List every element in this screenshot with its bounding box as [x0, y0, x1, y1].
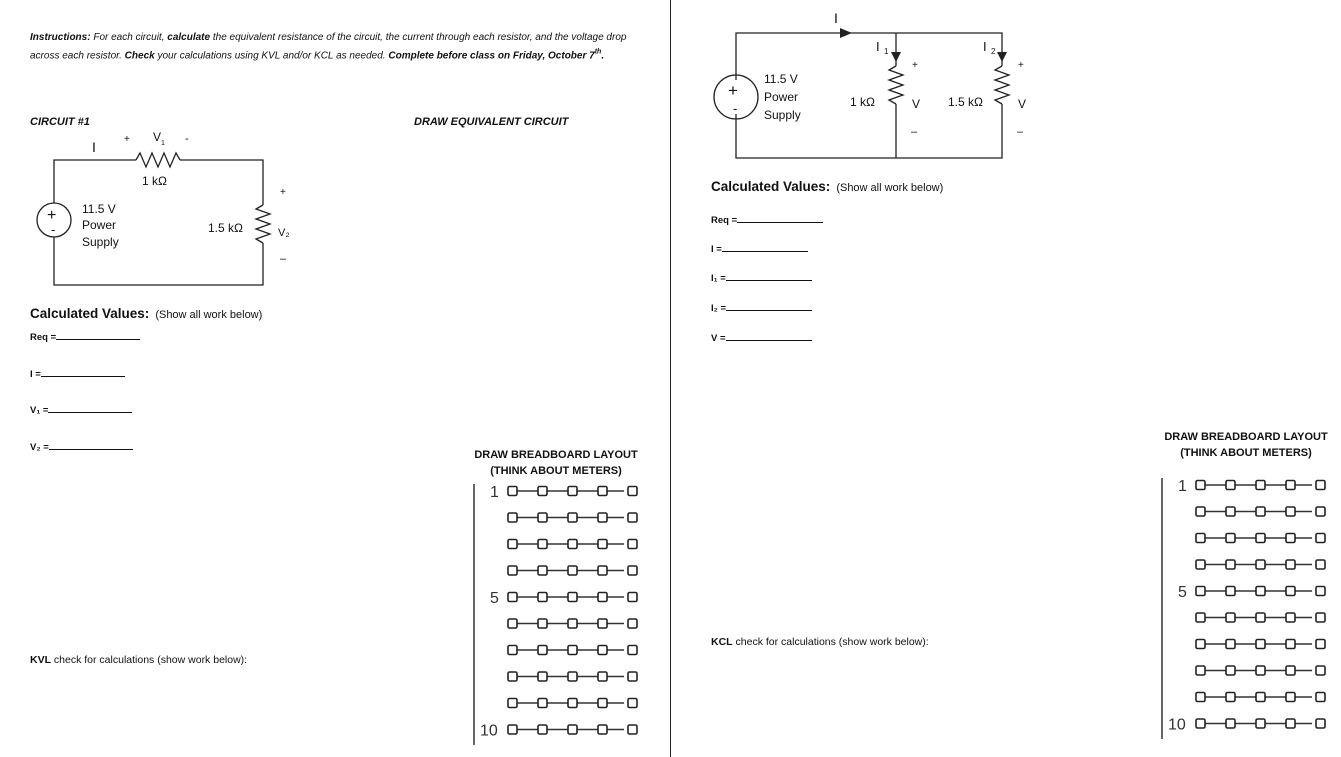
v-plus: +	[912, 60, 918, 71]
circuit1-title: CIRCUIT #1	[30, 116, 90, 128]
breadboard-hole	[1316, 534, 1325, 543]
breadboard-hole	[1316, 666, 1325, 675]
resistor-r2	[256, 205, 270, 243]
current-label: I	[834, 10, 838, 26]
v1-minus: -	[185, 133, 189, 145]
source-plus: +	[47, 207, 57, 224]
breadboard-hole	[568, 566, 577, 575]
breadboard-row	[1178, 584, 1325, 601]
resistor-r2	[995, 66, 1009, 104]
breadboard-hole	[1226, 560, 1235, 569]
v-minus: –	[911, 126, 918, 138]
breadboard-hole	[598, 513, 607, 522]
breadboard-hole	[538, 566, 547, 575]
breadboard-row	[1196, 666, 1325, 675]
breadboard-hole	[538, 725, 547, 734]
breadboard-hole	[1316, 587, 1325, 596]
calc-values-title: Calculated Values: (Show all work below)	[30, 306, 263, 321]
breadboard-hole	[508, 540, 517, 549]
source-minus: -	[733, 101, 738, 116]
breadboard-hole	[598, 487, 607, 496]
breadboard-title: DRAW BREADBOARD LAYOUT (THINK ABOUT METERS)	[1164, 431, 1328, 459]
breadboard-hole	[598, 725, 607, 734]
breadboard-hole	[1286, 719, 1295, 728]
v1-subscript: 1	[161, 140, 165, 147]
breadboard-hole	[628, 513, 637, 522]
value-row: Req =	[711, 213, 823, 226]
breadboard-hole	[598, 593, 607, 602]
breadboard-hole	[568, 513, 577, 522]
breadboard-hole	[1226, 481, 1235, 490]
breadboard-hole	[1256, 640, 1265, 649]
resistor-r1	[889, 66, 903, 104]
i1-label: I	[876, 39, 880, 54]
breadboard-row-label: 5	[490, 590, 499, 607]
breadboard-hole	[508, 487, 517, 496]
breadboard-hole	[1226, 666, 1235, 675]
r2-plus: +	[280, 187, 286, 198]
breadboard-hole	[598, 672, 607, 681]
i1-subscript: 1	[884, 47, 889, 56]
breadboard-hole	[538, 487, 547, 496]
breadboard-hole	[1256, 560, 1265, 569]
r2-label: 1.5 kΩ	[948, 95, 983, 109]
breadboard-hole	[1316, 719, 1325, 728]
breadboard-hole	[568, 725, 577, 734]
breadboard-hole	[538, 513, 547, 522]
kvl-check-note: KVL check for calculations (show work below):	[30, 654, 248, 666]
breadboard-title: DRAW BREADBOARD LAYOUT (THINK ABOUT METERS)	[474, 449, 638, 477]
source-line: 11.5 V	[764, 72, 798, 86]
breadboard-hole	[508, 513, 517, 522]
breadboard-hole	[1286, 613, 1295, 622]
breadboard-row-label: 5	[1178, 584, 1187, 601]
breadboard-hole	[508, 619, 517, 628]
breadboard-hole	[1286, 560, 1295, 569]
breadboard-hole	[1316, 693, 1325, 702]
breadboard-row-label: 1	[1178, 478, 1187, 495]
current-arrow	[840, 28, 852, 38]
value-row: V₂ =	[30, 440, 133, 453]
breadboard-hole	[1196, 693, 1205, 702]
breadboard-hole	[1256, 693, 1265, 702]
breadboard-row	[1196, 507, 1325, 516]
breadboard-hole	[538, 619, 547, 628]
breadboard-row	[1168, 717, 1325, 734]
breadboard-hole	[628, 672, 637, 681]
breadboard-hole	[1256, 587, 1265, 596]
breadboard-hole	[508, 566, 517, 575]
breadboard-row-label: 10	[1168, 716, 1186, 734]
breadboard-hole	[1226, 693, 1235, 702]
breadboard-hole	[538, 699, 547, 708]
circuit1-schematic	[20, 125, 310, 295]
page-divider	[670, 0, 671, 757]
breadboard-hole	[568, 699, 577, 708]
source-line: Supply	[82, 235, 119, 249]
i2-arrow	[997, 52, 1007, 62]
breadboard-hole	[1256, 507, 1265, 516]
breadboard-hole	[1196, 507, 1205, 516]
breadboard-hole	[598, 646, 607, 655]
circuit2-schematic	[700, 8, 1050, 168]
breadboard-hole	[508, 646, 517, 655]
value-row: V =	[711, 331, 812, 344]
breadboard-hole	[1226, 719, 1235, 728]
breadboard-hole	[568, 672, 577, 681]
source-line: Supply	[764, 108, 801, 122]
breadboard-hole	[598, 699, 607, 708]
resistor-r1	[136, 153, 180, 167]
breadboard-hole	[1256, 481, 1265, 490]
breadboard-hole	[508, 725, 517, 734]
breadboard-hole	[538, 540, 547, 549]
instructions: Instructions: For each circuit, calculate the equivalent resistance of the circuit, the current through each resistor, and the voltage drop across each resistor. Check your calculations using KVL and/or KCL as needed. Complete before class on Friday, October 7th.	[30, 32, 627, 62]
breadboard-hole	[628, 619, 637, 628]
breadboard-row	[508, 619, 637, 628]
current-label: I	[92, 139, 96, 155]
breadboard-hole	[1286, 587, 1295, 596]
breadboard-row	[508, 672, 637, 681]
v-label: V	[1018, 97, 1027, 111]
breadboard-hole	[598, 540, 607, 549]
draw-equivalent-heading: DRAW EQUIVALENT CIRCUIT	[414, 116, 569, 128]
i2-label: I	[983, 39, 987, 54]
breadboard-hole	[1196, 640, 1205, 649]
v-minus: –	[1017, 126, 1024, 138]
breadboard-hole	[1286, 534, 1295, 543]
i1-arrow	[891, 52, 901, 62]
value-row: I =	[30, 367, 125, 380]
r1-label: 1 kΩ	[142, 174, 167, 188]
breadboard-hole	[1256, 534, 1265, 543]
breadboard-row	[1196, 640, 1325, 649]
breadboard-row	[490, 484, 637, 501]
breadboard-row	[508, 566, 637, 575]
breadboard-hole	[568, 487, 577, 496]
breadboard-grid	[1160, 474, 1330, 746]
breadboard-row	[1196, 560, 1325, 569]
breadboard-hole	[568, 646, 577, 655]
breadboard-hole	[628, 593, 637, 602]
source-line: Power	[764, 90, 799, 104]
breadboard-grid	[472, 480, 642, 752]
wire	[180, 160, 263, 205]
source-minus: -	[51, 222, 56, 237]
v-label: V	[912, 97, 921, 111]
breadboard-hole	[598, 566, 607, 575]
breadboard-hole	[1196, 666, 1205, 675]
breadboard-hole	[568, 593, 577, 602]
breadboard-hole	[628, 487, 637, 496]
r1-label: 1 kΩ	[850, 95, 875, 109]
breadboard-row-label: 1	[490, 484, 499, 501]
breadboard-hole	[1286, 640, 1295, 649]
breadboard-hole	[538, 646, 547, 655]
r2-minus: –	[280, 253, 287, 265]
breadboard-row	[508, 540, 637, 549]
breadboard-row	[508, 699, 637, 708]
breadboard-hole	[538, 593, 547, 602]
v1-label: V	[153, 130, 162, 144]
breadboard-hole	[1226, 613, 1235, 622]
breadboard-hole	[1286, 481, 1295, 490]
breadboard-hole	[568, 540, 577, 549]
breadboard-hole	[1196, 534, 1205, 543]
v-plus: +	[1018, 60, 1024, 71]
breadboard-hole	[1316, 613, 1325, 622]
i2-subscript: 2	[991, 47, 996, 56]
breadboard-hole	[1316, 481, 1325, 490]
breadboard-row	[1196, 613, 1325, 622]
r2-label: 1.5 kΩ	[208, 221, 243, 235]
breadboard-row	[1196, 693, 1325, 702]
breadboard-hole	[1226, 587, 1235, 596]
calc-values-title: Calculated Values: (Show all work below)	[711, 179, 944, 194]
breadboard-row	[508, 646, 637, 655]
breadboard-hole	[1226, 507, 1235, 516]
breadboard-hole	[628, 646, 637, 655]
breadboard-hole	[628, 725, 637, 734]
v1-plus: +	[124, 134, 130, 145]
breadboard-row	[508, 513, 637, 522]
breadboard-hole	[508, 672, 517, 681]
breadboard-hole	[538, 672, 547, 681]
breadboard-hole	[1256, 613, 1265, 622]
breadboard-hole	[628, 699, 637, 708]
breadboard-hole	[1226, 534, 1235, 543]
breadboard-hole	[628, 566, 637, 575]
source-line: Power	[82, 218, 117, 232]
breadboard-hole	[1196, 560, 1205, 569]
breadboard-hole	[1196, 613, 1205, 622]
breadboard-hole	[1286, 666, 1295, 675]
breadboard-hole	[1316, 560, 1325, 569]
breadboard-hole	[628, 540, 637, 549]
wire	[54, 160, 136, 203]
breadboard-hole	[1286, 693, 1295, 702]
breadboard-hole	[1256, 666, 1265, 675]
breadboard-row-label: 10	[480, 722, 498, 740]
value-row: Req =	[30, 330, 140, 343]
breadboard-hole	[508, 593, 517, 602]
value-row: I₂ =	[711, 301, 812, 314]
breadboard-hole	[1196, 719, 1205, 728]
breadboard-hole	[1316, 640, 1325, 649]
breadboard-hole	[568, 619, 577, 628]
breadboard-hole	[1196, 481, 1205, 490]
kcl-check-note: KCL check for calculations (show work below):	[711, 636, 929, 648]
breadboard-row	[480, 723, 637, 740]
source-line: 11.5 V	[82, 202, 116, 216]
source-plus: +	[728, 81, 738, 100]
breadboard-row	[1178, 478, 1325, 495]
breadboard-hole	[1256, 719, 1265, 728]
instructions-lead: Instructions:	[30, 32, 91, 43]
breadboard-hole	[508, 699, 517, 708]
value-row: I₁ =	[711, 271, 812, 284]
value-row: V₁ =	[30, 403, 132, 416]
breadboard-hole	[598, 619, 607, 628]
value-row: I =	[711, 242, 808, 255]
breadboard-hole	[1196, 587, 1205, 596]
v2-label: V₂	[278, 227, 290, 239]
breadboard-hole	[1226, 640, 1235, 649]
breadboard-row	[1196, 534, 1325, 543]
breadboard-hole	[1316, 507, 1325, 516]
breadboard-row	[490, 590, 637, 607]
breadboard-hole	[1286, 507, 1295, 516]
